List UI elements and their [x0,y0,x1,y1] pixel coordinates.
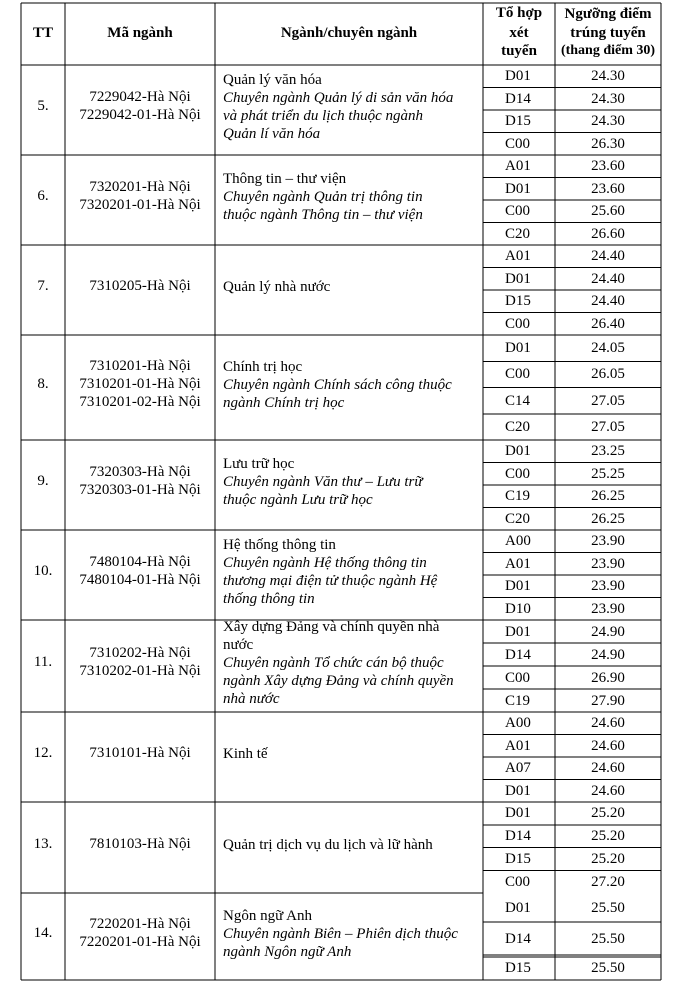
row-number: 6. [37,188,49,204]
header-ma-nganh: Mã ngành [107,25,173,41]
header-nguong-1: Ngưỡng điểm [564,6,652,22]
major-code: 7320303-01-Hà Nội [79,482,201,498]
specialization-name: Chuyên ngành Quản lý di sản văn hóa [223,90,454,106]
header-to-hop-3: tuyển [501,43,537,59]
subject-combo: D01 [505,180,531,197]
subject-combo: C00 [505,669,531,686]
score-threshold: 26.25 [591,510,625,527]
subject-combo: D01 [505,68,531,85]
score-threshold: 26.40 [591,315,625,332]
score-threshold: 24.90 [591,646,625,663]
score-threshold: 24.60 [591,760,625,777]
specialization-name: Quản lí văn hóa [223,126,321,142]
score-threshold: 27.90 [591,692,625,709]
score-threshold: 24.60 [591,737,625,754]
specialization-name: Chuyên ngành Hệ thống thông tin [223,555,427,571]
subject-combo: D15 [505,850,531,867]
subject-combo: D01 [505,340,531,357]
specialization-name: nhà nước [223,691,280,707]
row-number: 5. [37,98,49,114]
subject-combo: C00 [505,465,531,482]
score-threshold: 27.05 [591,392,625,409]
major-code: 7480104-01-Hà Nội [79,572,201,588]
major-code: 7310201-01-Hà Nội [79,375,201,392]
subject-combo: C20 [505,418,531,435]
major-name: Quản lý nhà nước [223,279,331,295]
row-number: 7. [37,278,49,294]
score-threshold: 24.30 [591,90,625,107]
subject-combo: D01 [505,805,531,822]
score-threshold: 24.05 [591,340,625,357]
score-threshold: 24.40 [591,248,625,265]
subject-combo: A07 [505,760,531,777]
specialization-name: Chuyên ngành Chính sách công thuộc [223,376,452,393]
subject-combo: C00 [505,366,531,383]
subject-combo: A01 [505,248,531,265]
major-name: Kinh tế [223,746,268,762]
score-threshold: 27.20 [591,873,625,890]
major-name: Quản trị dịch vụ du lịch và lữ hành [223,836,433,853]
major-code: 7220201-01-Hà Nội [79,933,201,950]
score-threshold: 25.25 [591,465,625,482]
major-code: 7320303-Hà Nội [89,464,191,480]
subject-combo: D15 [505,959,531,976]
specialization-name: thuộc ngành Thông tin – thư viện [223,207,423,223]
row-number: 10. [33,563,53,579]
subject-combo: D14 [505,90,531,107]
specialization-name: và phát triển du lịch thuộc ngành [223,108,423,124]
score-threshold: 26.05 [591,366,625,383]
subject-combo: A00 [505,715,531,732]
score-threshold: 24.90 [591,623,625,640]
major-name: nước [223,637,254,653]
major-code: 7320201-Hà Nội [89,179,191,195]
score-threshold: 25.50 [591,930,625,947]
subject-combo: D10 [505,600,531,617]
subject-combo: D15 [505,113,531,130]
major-code: 7320201-01-Hà Nội [79,197,201,213]
header-to-hop-1: Tổ hợp [495,5,543,21]
subject-combo: C00 [505,315,531,332]
specialization-name: ngành Ngôn ngữ Anh [223,943,352,960]
specialization-name: ngành Chính trị học [223,394,345,411]
subject-combo: C00 [505,873,531,890]
score-threshold: 23.90 [591,555,625,572]
subject-combo: D14 [505,646,531,663]
score-threshold: 25.20 [591,805,625,822]
subject-combo: D01 [505,578,531,595]
score-threshold: 23.90 [591,578,625,595]
subject-combo: D01 [505,270,531,287]
score-threshold: 24.60 [591,715,625,732]
subject-combo: C19 [505,692,531,709]
subject-combo: D14 [505,828,531,845]
specialization-name: thương mại điện tử thuộc ngành Hệ [223,573,438,589]
specialization-name: Chuyên ngành Văn thư – Lưu trữ [223,474,423,490]
specialization-name: Chuyên ngành Biên – Phiên dịch thuộc [223,925,458,942]
score-threshold: 25.50 [591,959,625,976]
row-number: 12. [33,745,53,761]
subject-combo: A01 [505,737,531,754]
score-threshold: 25.60 [591,203,625,220]
subject-combo: C14 [505,392,531,409]
score-threshold: 23.90 [591,533,625,550]
specialization-name: thống thông tin [223,591,315,607]
score-threshold: 23.90 [591,600,625,617]
score-threshold: 24.60 [591,782,625,799]
major-name: Ngôn ngữ Anh [223,907,312,924]
specialization-name: Chuyên ngành Quản trị thông tin [223,189,423,205]
subject-combo: A01 [505,158,531,175]
major-code: 7310201-02-Hà Nội [79,393,201,410]
major-code: 7229042-Hà Nội [89,89,191,105]
score-threshold: 27.05 [591,418,625,435]
major-name: Hệ thống thông tin [223,537,336,553]
major-code: 7310205-Hà Nội [89,278,191,294]
row-number: 8. [37,375,49,392]
subject-combo: C19 [505,488,531,505]
major-code: 7310202-01-Hà Nội [79,663,201,679]
subject-combo: D01 [505,623,531,640]
score-threshold: 26.60 [591,225,625,242]
score-threshold: 24.40 [591,293,625,310]
major-code: 7310101-Hà Nội [89,745,191,761]
major-code: 7310201-Hà Nội [89,357,191,374]
score-threshold: 25.50 [591,899,625,916]
header-to-hop-2: xét [509,25,529,41]
subject-combo: D01 [505,443,531,460]
row-number: 11. [33,654,53,670]
score-threshold: 25.20 [591,828,625,845]
score-threshold: 23.25 [591,443,625,460]
major-code: 7310202-Hà Nội [89,645,191,661]
score-threshold: 24.40 [591,270,625,287]
major-code: 7810103-Hà Nội [89,835,191,852]
subject-combo: D15 [505,293,531,310]
score-threshold: 24.30 [591,113,625,130]
subject-combo: C00 [505,135,531,152]
subject-combo: A00 [505,533,531,550]
score-threshold: 25.20 [591,850,625,867]
score-threshold: 23.60 [591,180,625,197]
row-number: 9. [37,473,49,489]
row-number: 13. [33,835,53,852]
major-code: 7229042-01-Hà Nội [79,107,201,123]
score-threshold: 26.25 [591,488,625,505]
header-nguong-2: trúng tuyển [570,25,646,41]
major-name: Quản lý văn hóa [223,72,322,88]
subject-combo: C20 [505,225,531,242]
row-number: 14. [33,924,53,941]
major-name: Thông tin – thư viện [223,171,347,187]
header-tt: TT [32,25,53,41]
specialization-name: ngành Xây dựng Đảng và chính quyền [223,673,454,689]
subject-combo: D01 [505,782,531,799]
score-threshold: 26.90 [591,669,625,686]
score-threshold: 23.60 [591,158,625,175]
subject-combo: C20 [505,510,531,527]
specialization-name: Chuyên ngành Tổ chức cán bộ thuộc [223,655,444,671]
header-nguong-3: (thang điểm 30) [560,43,656,58]
subject-combo: C00 [505,203,531,220]
major-code: 7220201-Hà Nội [89,915,191,932]
major-name: Chính trị học [223,358,303,375]
specialization-name: thuộc ngành Lưu trữ học [223,492,373,508]
subject-combo: D14 [505,930,531,947]
score-threshold: 26.30 [591,135,625,152]
major-name: Lưu trữ học [223,456,295,472]
subject-combo: D01 [505,899,531,916]
major-name: Xây dựng Đảng và chính quyền nhà [223,619,440,635]
score-threshold: 24.30 [591,68,625,85]
subject-combo: A01 [505,555,531,572]
major-code: 7480104-Hà Nội [89,554,191,570]
header-nganh: Ngành/chuyên ngành [280,25,418,41]
